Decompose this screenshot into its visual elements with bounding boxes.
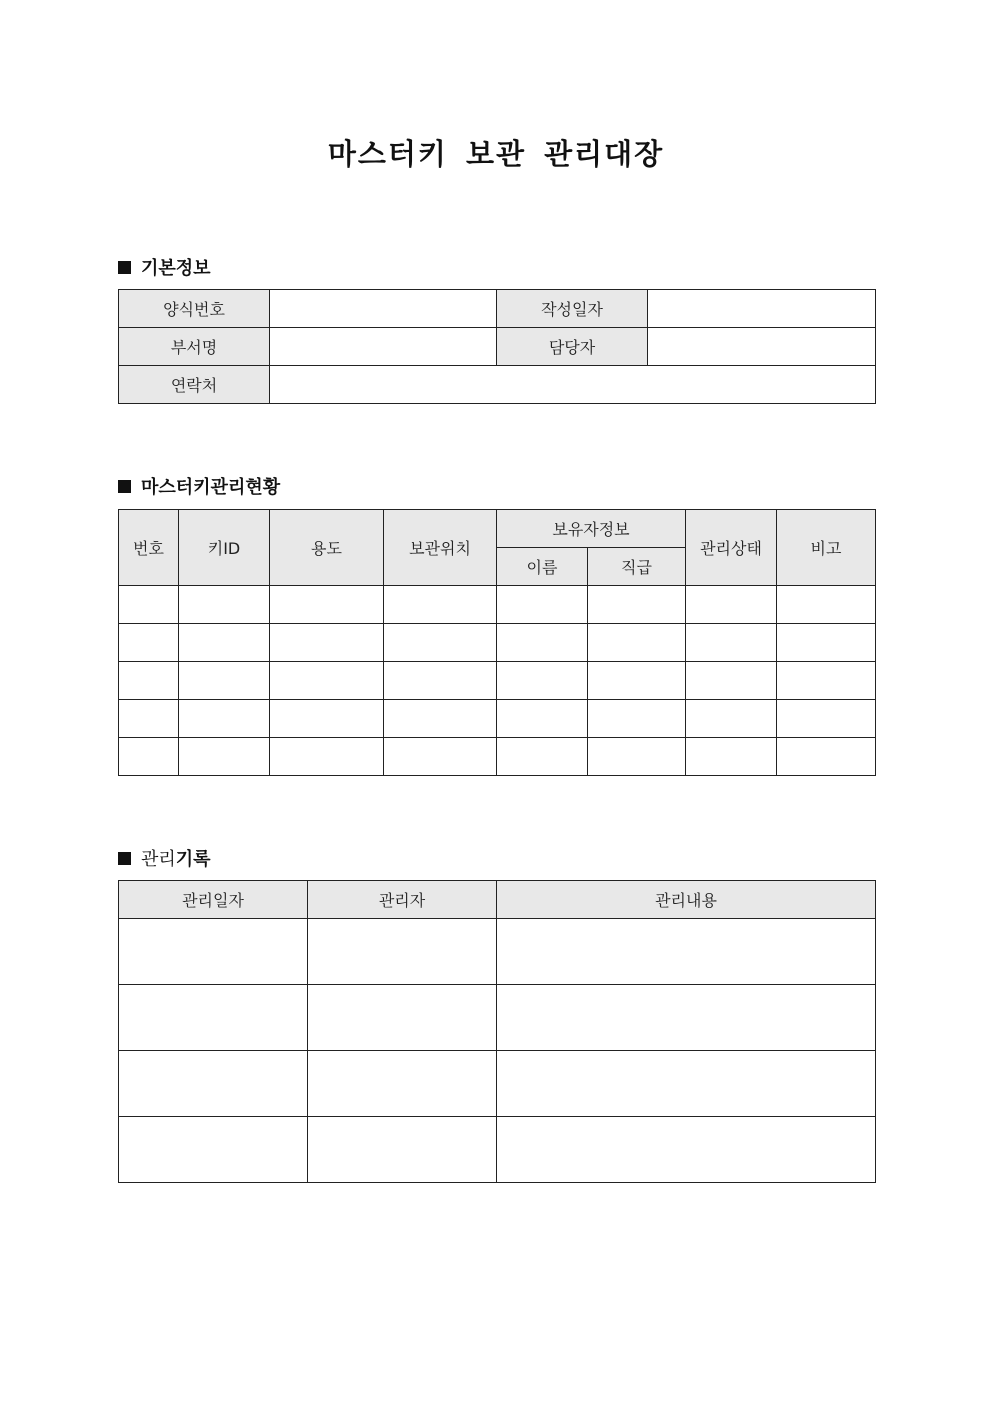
table-row xyxy=(119,738,876,776)
table-row xyxy=(119,1051,876,1117)
table-cell[interactable] xyxy=(119,919,308,985)
table-cell[interactable] xyxy=(384,662,497,700)
table-row xyxy=(119,624,876,662)
label-date: 작성일자 xyxy=(497,290,648,328)
table-cell[interactable] xyxy=(777,662,876,700)
table-cell[interactable] xyxy=(384,624,497,662)
table-cell[interactable] xyxy=(588,624,686,662)
table-cell[interactable] xyxy=(179,700,270,738)
table-cell[interactable] xyxy=(270,738,384,776)
records-rows xyxy=(119,919,876,1183)
table-cell[interactable] xyxy=(497,738,588,776)
table-cell[interactable] xyxy=(588,662,686,700)
key-status-table xyxy=(118,509,876,776)
table-cell[interactable] xyxy=(179,586,270,624)
label-contact: 연락처 xyxy=(119,366,270,404)
page-title: 마스터키 보관 관리대장 xyxy=(327,137,665,171)
dept-field[interactable] xyxy=(270,328,497,366)
table-cell[interactable] xyxy=(686,586,777,624)
section-heading-text xyxy=(141,845,211,871)
table-row xyxy=(119,1117,876,1183)
table-cell[interactable] xyxy=(308,1117,497,1183)
col-header-name: 이름 xyxy=(497,548,588,586)
date-field[interactable] xyxy=(648,290,876,328)
table-cell[interactable] xyxy=(179,738,270,776)
square-bullet-icon xyxy=(118,480,131,493)
table-cell[interactable] xyxy=(119,624,179,662)
table-cell[interactable] xyxy=(777,738,876,776)
section-heading-basic xyxy=(118,254,211,280)
table-cell[interactable] xyxy=(497,700,588,738)
manager-field[interactable] xyxy=(648,328,876,366)
col-header-state: 관리상태 xyxy=(686,510,777,586)
table-cell[interactable] xyxy=(497,624,588,662)
section-heading-light: 관리 xyxy=(141,849,176,870)
table-cell[interactable] xyxy=(777,586,876,624)
table-cell[interactable] xyxy=(308,1051,497,1117)
table-cell[interactable] xyxy=(384,586,497,624)
col-header-no: 번호 xyxy=(119,510,179,586)
table-cell[interactable] xyxy=(588,738,686,776)
table-cell[interactable] xyxy=(270,700,384,738)
basic-info-table xyxy=(118,289,876,404)
section-heading-bold: 기록 xyxy=(175,849,211,870)
contact-field[interactable] xyxy=(270,366,876,404)
table-cell[interactable] xyxy=(497,1117,876,1183)
col-header-holder: 보유자정보 xyxy=(497,510,686,548)
square-bullet-icon xyxy=(118,261,131,274)
col-header-record-manager: 관리자 xyxy=(308,881,497,919)
table-cell[interactable] xyxy=(686,662,777,700)
table-cell[interactable] xyxy=(777,700,876,738)
table-cell[interactable] xyxy=(777,624,876,662)
table-cell[interactable] xyxy=(686,700,777,738)
table-cell[interactable] xyxy=(497,919,876,985)
table-cell[interactable] xyxy=(308,919,497,985)
section-heading-text: 기본정보 xyxy=(141,258,211,279)
table-cell[interactable] xyxy=(119,1051,308,1117)
table-cell[interactable] xyxy=(270,662,384,700)
section-heading-text: 마스터키관리현황 xyxy=(141,477,281,498)
table-cell[interactable] xyxy=(497,985,876,1051)
col-header-rank: 직급 xyxy=(588,548,686,586)
table-cell[interactable] xyxy=(119,738,179,776)
table-cell[interactable] xyxy=(686,738,777,776)
form-no-field[interactable] xyxy=(270,290,497,328)
table-cell[interactable] xyxy=(588,700,686,738)
table-row xyxy=(119,919,876,985)
table-cell[interactable] xyxy=(270,624,384,662)
label-dept: 부서명 xyxy=(119,328,270,366)
col-header-key-id: 키ID xyxy=(179,510,270,586)
table-cell[interactable] xyxy=(119,985,308,1051)
label-form-no: 양식번호 xyxy=(119,290,270,328)
table-row xyxy=(119,985,876,1051)
table-cell[interactable] xyxy=(384,700,497,738)
table-cell[interactable] xyxy=(119,700,179,738)
square-bullet-icon xyxy=(118,852,131,865)
table-cell[interactable] xyxy=(179,662,270,700)
label-manager: 담당자 xyxy=(497,328,648,366)
table-cell[interactable] xyxy=(179,624,270,662)
table-row xyxy=(119,700,876,738)
table-cell[interactable] xyxy=(119,662,179,700)
table-cell[interactable] xyxy=(119,1117,308,1183)
col-header-purpose: 용도 xyxy=(270,510,384,586)
records-table xyxy=(118,880,876,1183)
table-cell[interactable] xyxy=(119,586,179,624)
table-cell[interactable] xyxy=(270,586,384,624)
section-heading-records xyxy=(118,845,211,871)
col-header-record-date: 관리일자 xyxy=(119,881,308,919)
table-cell[interactable] xyxy=(497,586,588,624)
table-cell[interactable] xyxy=(686,624,777,662)
table-cell[interactable] xyxy=(384,738,497,776)
table-row xyxy=(119,662,876,700)
table-cell[interactable] xyxy=(588,586,686,624)
key-status-rows xyxy=(119,586,876,776)
section-heading-status xyxy=(118,473,280,499)
table-row xyxy=(119,586,876,624)
table-cell[interactable] xyxy=(497,662,588,700)
col-header-note: 비고 xyxy=(777,510,876,586)
table-cell[interactable] xyxy=(497,1051,876,1117)
col-header-location: 보관위치 xyxy=(384,510,497,586)
col-header-record-content: 관리내용 xyxy=(497,881,876,919)
table-cell[interactable] xyxy=(308,985,497,1051)
